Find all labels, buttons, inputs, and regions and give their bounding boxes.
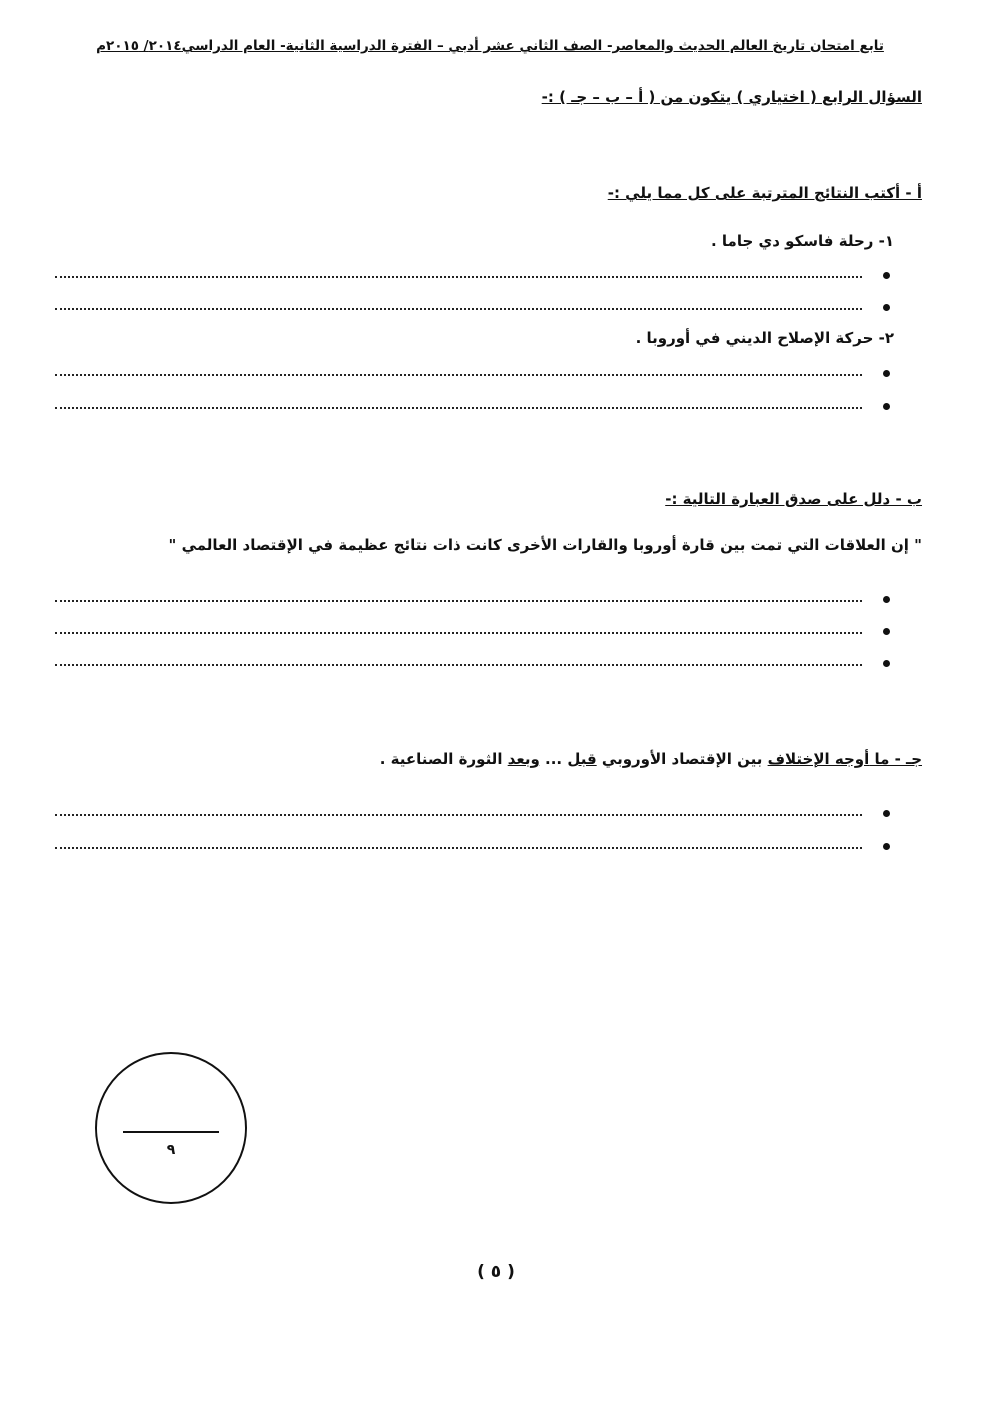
dotted-line — [55, 847, 862, 849]
dotted-line — [55, 664, 862, 666]
part-b-title: ب - دلل على صدق العبارة التالية :- — [665, 490, 922, 508]
answer-line[interactable] — [55, 626, 930, 646]
part-c-emphasis-after: وبعد — [507, 750, 540, 768]
dotted-line — [55, 407, 862, 409]
answer-line[interactable] — [55, 401, 930, 421]
bullet-icon — [883, 843, 890, 850]
bullet-icon — [883, 628, 890, 635]
part-a-item-1: ١- رحلة فاسكو دي جاما . — [711, 232, 894, 250]
answer-line[interactable] — [55, 302, 930, 322]
part-b-quote: " إن العلاقات التي تمت بين قارة أوروبا والقارات الأخرى كانت ذات نتائج عظيمة في الإقتصاد العالمي " — [168, 536, 922, 554]
bullet-icon — [883, 370, 890, 377]
bullet-icon — [883, 272, 890, 279]
dotted-line — [55, 600, 862, 602]
part-c-text: بين الإقتصاد الأوروبي — [596, 750, 768, 768]
answer-line[interactable] — [55, 594, 930, 614]
bullet-icon — [883, 660, 890, 667]
dotted-line — [55, 814, 862, 816]
bullet-icon — [883, 596, 890, 603]
part-c-question — [380, 750, 922, 768]
part-c-text: ... — [539, 750, 568, 768]
bullet-icon — [883, 403, 890, 410]
answer-line[interactable] — [55, 368, 930, 388]
part-a-title: أ - أكتب النتائج المترتبة على كل مما يلي :- — [607, 184, 922, 202]
question-title: السؤال الرابع ( اختياري ) يتكون من ( أ – ب – جـ ) :- — [541, 88, 922, 106]
part-c-emphasis-before: قبل — [567, 750, 597, 768]
part-c-prefix: جـ - ما — [869, 750, 922, 768]
answer-line[interactable] — [55, 270, 930, 290]
dotted-line — [55, 632, 862, 634]
bullet-icon — [883, 810, 890, 817]
grade-fraction-line — [123, 1131, 219, 1133]
answer-line[interactable] — [55, 841, 930, 861]
answer-line[interactable] — [55, 658, 930, 678]
part-c-text: الثورة الصناعية . — [379, 750, 508, 768]
answer-line[interactable] — [55, 808, 930, 828]
grade-circle — [95, 1052, 247, 1204]
grade-denominator: ٩ — [166, 1142, 176, 1158]
dotted-line — [55, 374, 862, 376]
dotted-line — [55, 308, 862, 310]
page-number: ( ٥ ) — [477, 1262, 515, 1282]
exam-header: تابع امتحان تاريخ العالم الحديث والمعاصر- الصف الثاني عشر أدبي – الفترة الدراسية الثانية- العام الدراسي٢٠١٤/ ٢٠١٥م — [96, 38, 884, 54]
bullet-icon — [883, 304, 890, 311]
dotted-line — [55, 276, 862, 278]
part-c-emphasis-differences: أوجه الإختلاف — [767, 750, 870, 768]
part-a-item-2: ٢- حركة الإصلاح الديني في أوروبا . — [635, 329, 894, 347]
